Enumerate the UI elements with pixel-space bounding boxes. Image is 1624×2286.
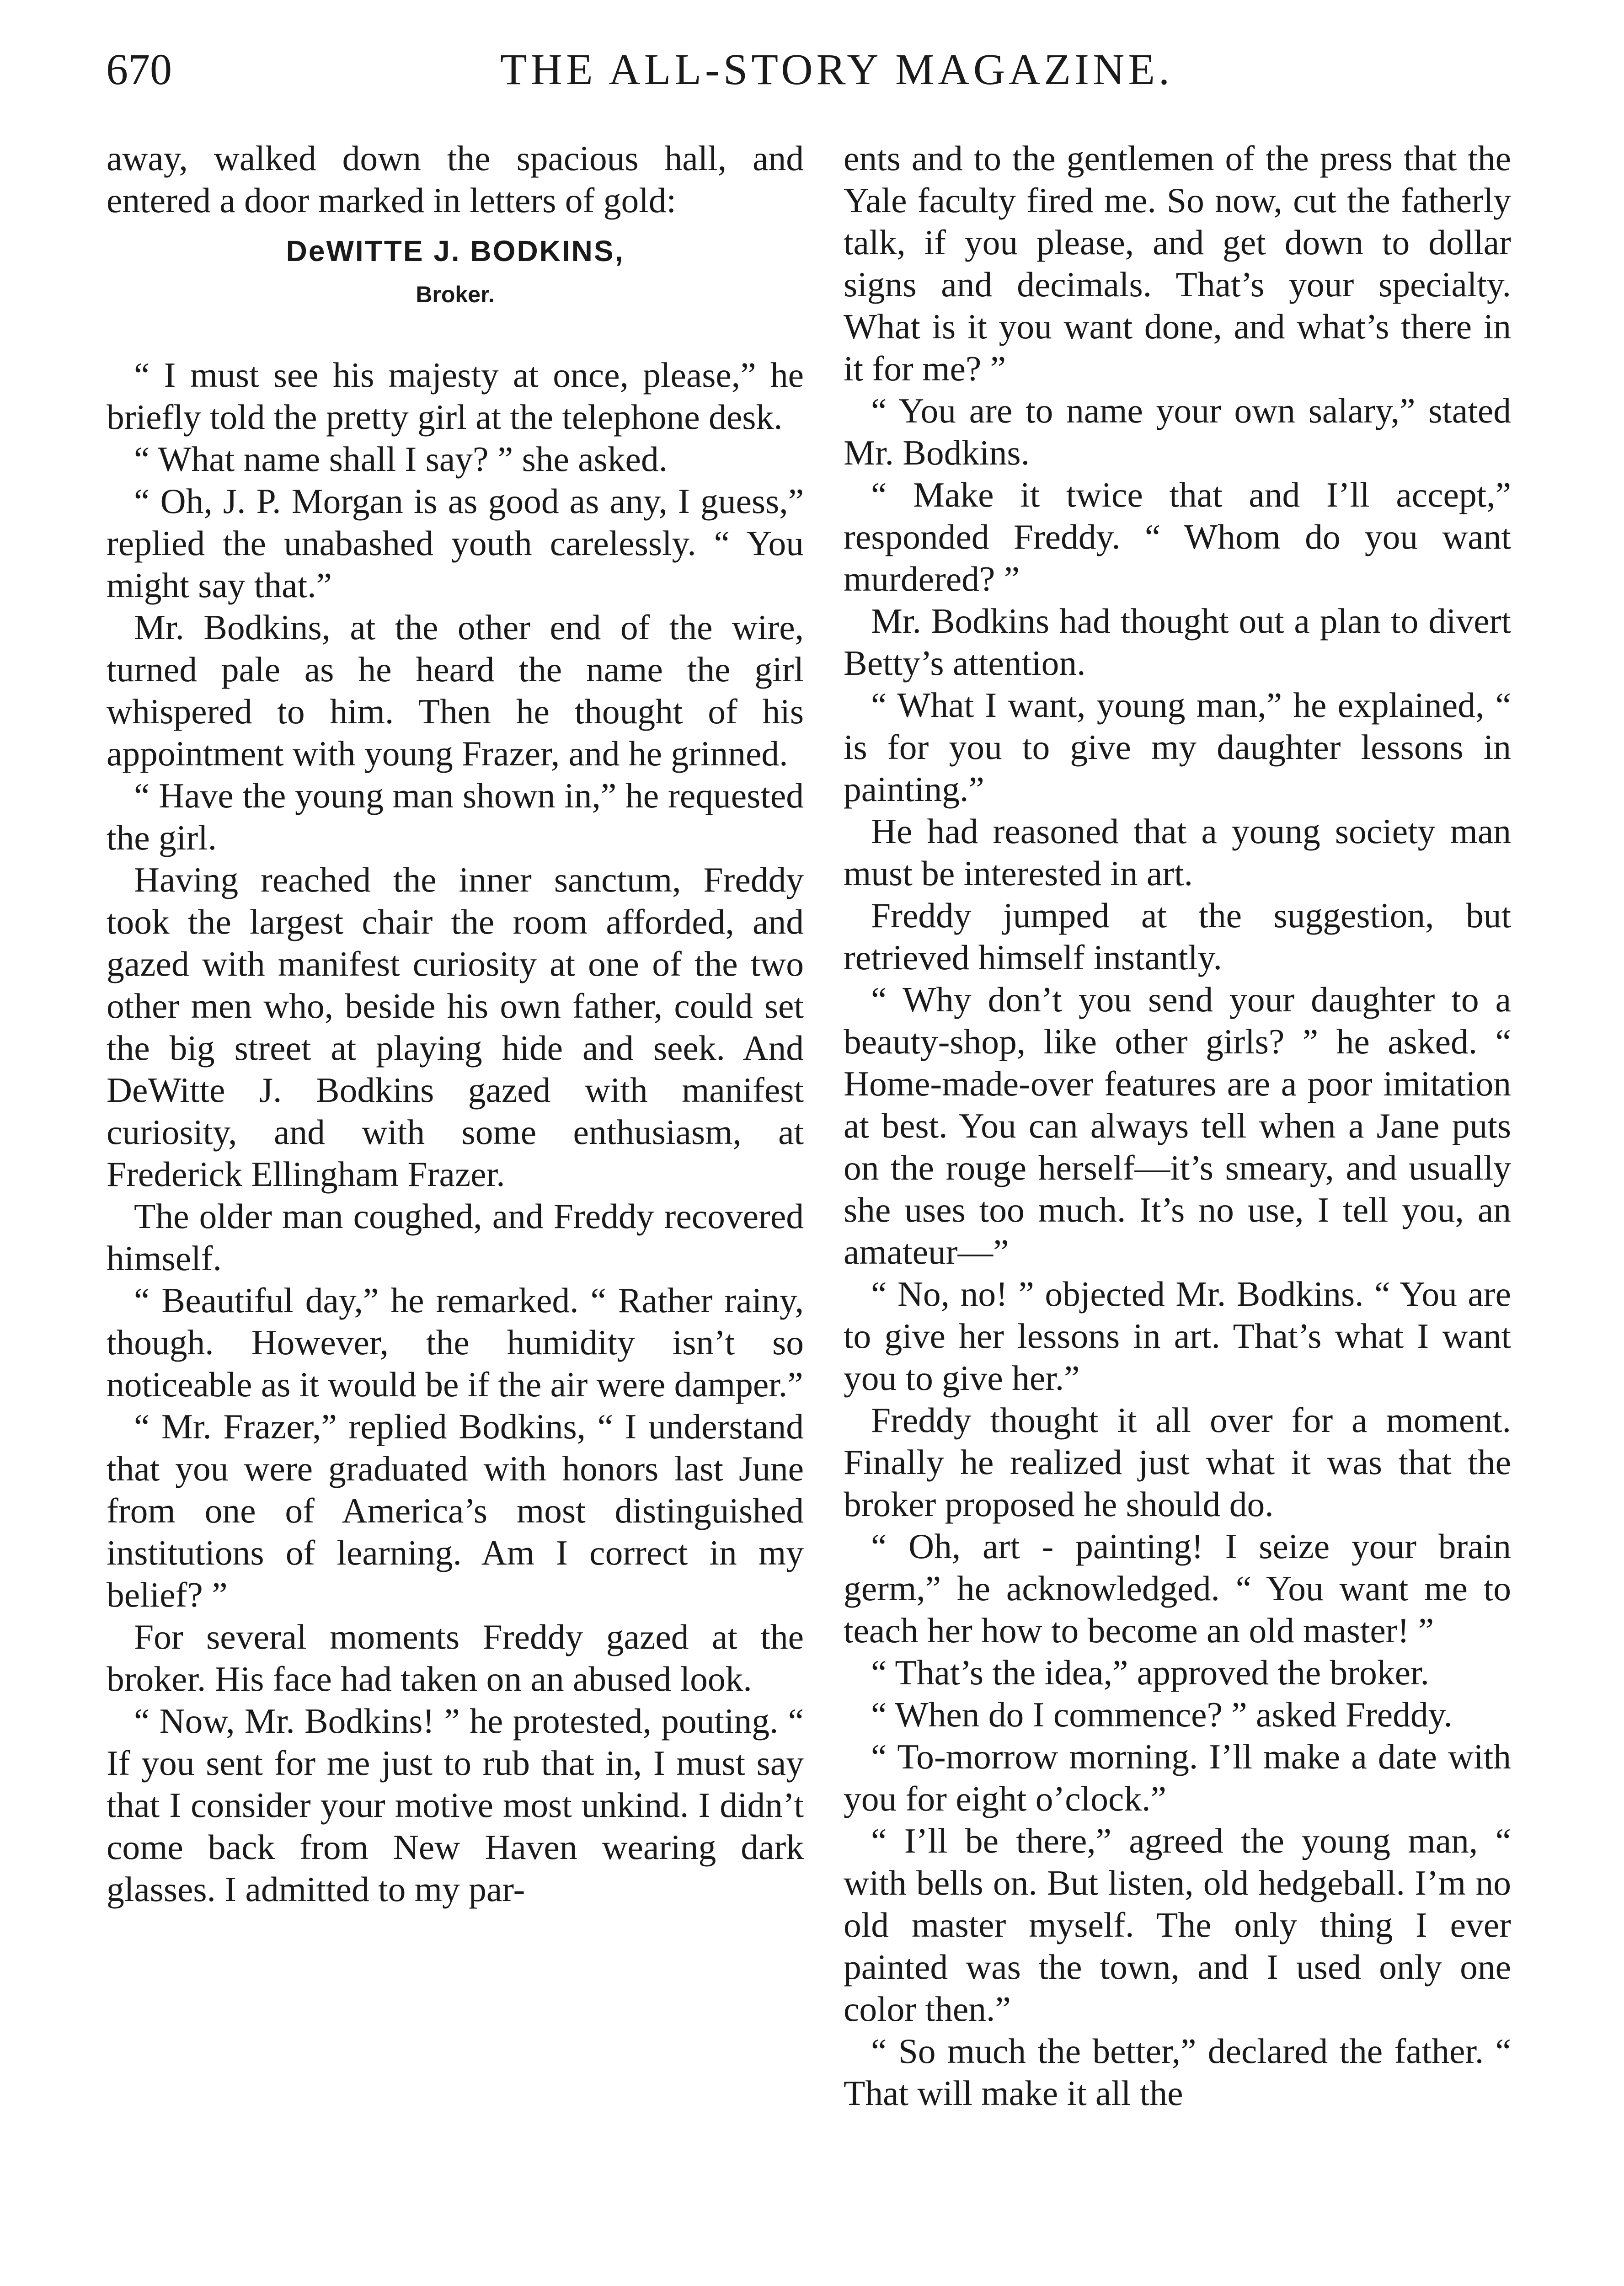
paragraph: “ So much the better,” declared the father. “ That will make it all the xyxy=(844,2031,1511,2113)
paragraph: “ Have the young man shown in,” he requested the girl. xyxy=(107,776,804,857)
paragraph: He had reasoned that a young society man must be interested in art. xyxy=(844,812,1511,893)
paragraph: Having reached the inner sanctum, Freddy took the largest chair the room afforded, and gazed with manifest curiosity at one of the two other men who, beside his own father, could set the big street at playing hide and seek. And DeWitte J. Bodkins gazed with manifest curiosity, and with some enthusiasm, at Frederick Ellingham Frazer. xyxy=(107,860,804,1194)
paragraph: Freddy jumped at the suggestion, but retrieved himself instantly. xyxy=(844,896,1511,977)
paragraph: “ Oh, art - painting! I seize your brain germ,” he acknowledged. “ You want me to teach her how to become an old master! ” xyxy=(844,1527,1511,1650)
paragraph: “ What I want, young man,” he explained, “ is for you to give my daughter lessons in painting.” xyxy=(844,685,1511,809)
door-sign-name: DeWITTE J. BODKINS, xyxy=(286,235,625,267)
paragraph: “ That’s the idea,” approved the broker. xyxy=(871,1653,1429,1692)
paragraph: “ Beautiful day,” he remarked. “ Rather rainy, though. However, the humidity isn’t so noticeable as it would be if the air were damper.” xyxy=(107,1281,804,1404)
paragraph: Mr. Bodkins, at the other end of the wire, turned pale as he heard the name the girl whispered to him. Then he thought of his appointment with young Frazer, and he grinned. xyxy=(107,608,804,773)
paragraph: “ You are to name your own salary,” stated Mr. Bodkins. xyxy=(844,391,1511,472)
paragraph: For several moments Freddy gazed at the broker. His face had taken on an abused look. xyxy=(107,1617,804,1698)
paragraph: away, walked down the spacious hall, and entered a door marked in letters of gold: xyxy=(107,139,804,220)
paragraph: “ Mr. Frazer,” replied Bodkins, “ I understand that you were graduated with honors last June from one of America’s most distinguished institutions of learning. Am I correct in my belief? ” xyxy=(107,1407,804,1614)
page-number: 670 xyxy=(106,45,172,94)
paragraph: “ When do I commence? ” asked Freddy. xyxy=(871,1695,1453,1734)
paragraph: Mr. Bodkins had thought out a plan to divert Betty’s attention. xyxy=(844,601,1511,683)
paragraph: “ I must see his majesty at once, please,” he briefly told the pretty girl at the telephone desk. xyxy=(107,355,804,437)
paragraph: “ I’ll be there,” agreed the young man, “ with bells on. But listen, old hedgeball. I’m no old master myself. The only thing I ever painted was the town, and I used only one color then.” xyxy=(844,1821,1511,2029)
paragraph: Freddy thought it all over for a moment. Finally he realized just what it was that the broker proposed he should do. xyxy=(844,1400,1511,1524)
paragraph: “ What name shall I say? ” she asked. xyxy=(134,439,668,479)
paragraph: The older man coughed, and Freddy recovered himself. xyxy=(107,1196,804,1278)
paragraph: “ Oh, J. P. Morgan is as good as any, I guess,” replied the unabashed youth carelessly. “ You might say that.” xyxy=(107,481,804,605)
paragraph: “ Why don’t you send your daughter to a beauty-shop, like other girls? ” he asked. “ Home-made-over features are a poor imitation at best. You can always tell when a Jane puts on the rouge herself—it’s smeary, and usually she uses too much. It’s no use, I tell you, an amateur—” xyxy=(844,980,1511,1271)
paragraph: “ No, no! ” objected Mr. Bodkins. “ You are to give her lessons in art. That’s what I want you to give her.” xyxy=(844,1274,1511,1398)
left-column xyxy=(107,137,804,1910)
paragraph: “ Make it twice that and I’ll accept,” responded Freddy. “ Whom do you want murdered? ” xyxy=(844,475,1511,598)
paragraph: “ To-morrow morning. I’ll make a date with you for eight o’clock.” xyxy=(844,1737,1511,1818)
paragraph: ents and to the gentlemen of the press that the Yale faculty fired me. So now, cut the fatherly talk, if you please, and get down to dollar signs and decimals. That’s your specialty. What is it you want done, and what’s there in it for me? ” xyxy=(844,139,1511,388)
right-column xyxy=(844,137,1511,2114)
door-sign-title: Broker. xyxy=(416,282,495,307)
running-head: THE ALL-STORY MAGAZINE. xyxy=(500,45,1173,94)
paragraph: “ Now, Mr. Bodkins! ” he protested, pouting. “ If you sent for me just to rub that in, I must say that I consider your motive most unkind. I didn’t come back from New Haven wearing dark glasses. I admitted to my par- xyxy=(107,1701,804,1909)
